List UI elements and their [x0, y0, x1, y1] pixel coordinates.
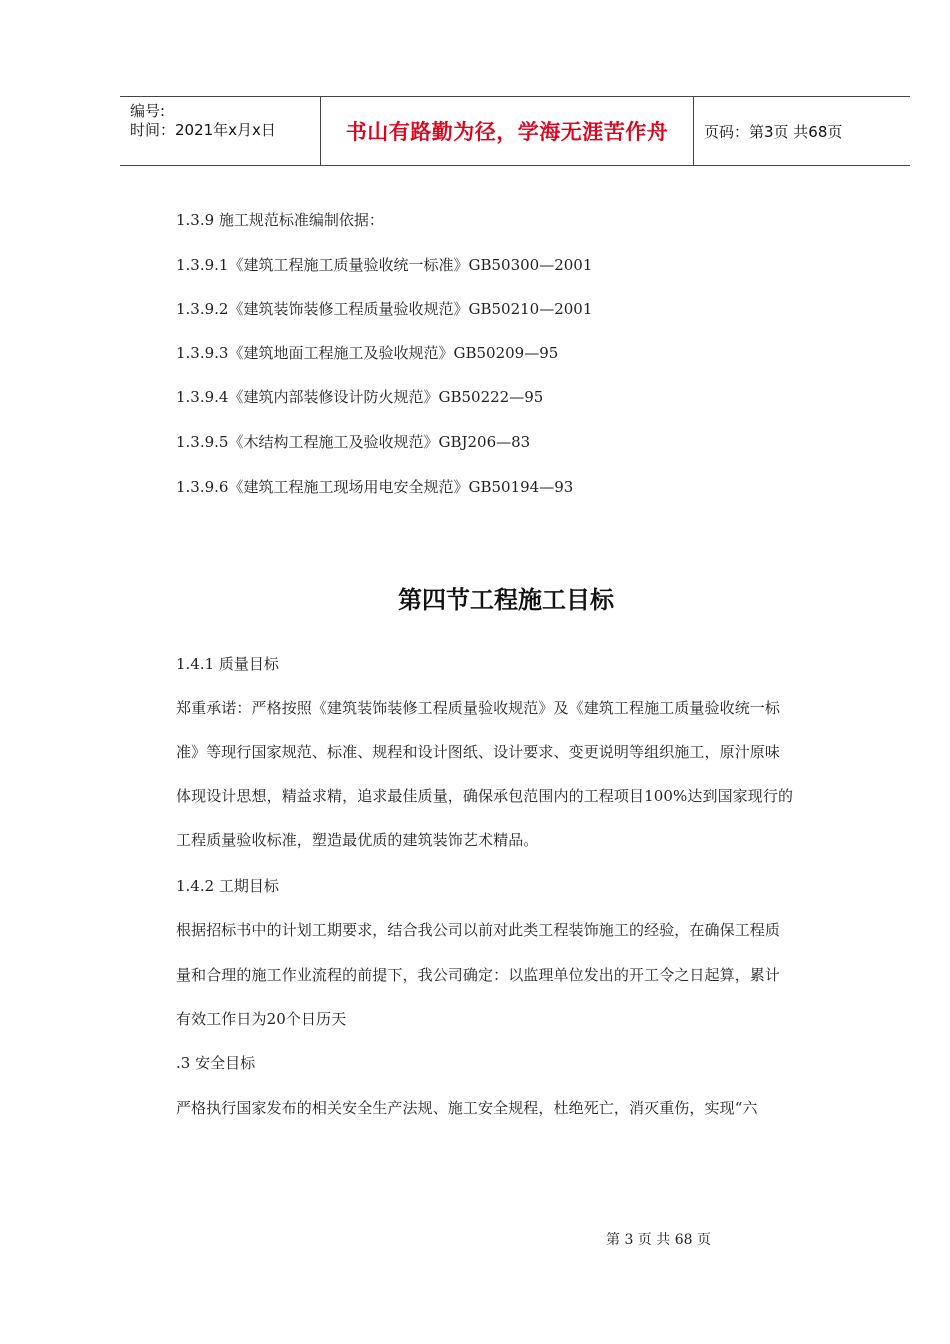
section-title: 第四节工程施工目标: [398, 586, 614, 614]
quality-paragraph-line: 体现设计思想，精益求精，追求最佳质量，确保承包范围内的工程项目100%达到国家现行的: [176, 787, 794, 805]
page-footer: 第 3 页 共 68 页: [606, 1232, 711, 1248]
schedule-paragraph-line: 根据招标书中的计划工期要求，结合我公司以前对此类工程装饰施工的经验，在确保工程质: [176, 921, 781, 939]
spec-heading: 1.3.9 施工规范标准编制依据：: [176, 211, 384, 229]
time-label: 时间：2021年x月x日: [130, 121, 276, 139]
header-motto: 书山有路勤为径，学海无涯苦作舟: [321, 97, 694, 165]
safety-heading: .3 安全目标: [176, 1054, 256, 1072]
quality-paragraph-line: 准》等现行国家规范、标准、规程和设计图纸、设计要求、变更说明等组织施工，原汁原味: [176, 743, 781, 761]
spec-item: 1.3.9.6《建筑工程施工现场用电安全规范》GB50194—93: [176, 478, 574, 496]
quality-paragraph-line: 郑重承诺：严格按照《建筑装饰装修工程质量验收规范》及《建筑工程施工质量验收统一标: [176, 699, 781, 717]
spec-item: 1.3.9.4《建筑内部装修设计防火规范》GB50222—95: [176, 388, 544, 406]
header-table: [120, 96, 910, 166]
quality-heading: 1.4.1 质量目标: [176, 655, 279, 673]
spec-item: 1.3.9.3《建筑地面工程施工及验收规范》GB50209—95: [176, 344, 559, 362]
serial-label: 编号:: [130, 102, 166, 120]
schedule-paragraph-line: 有效工作日为20个日历天: [176, 1010, 347, 1028]
header-page-label: 页码：第3页 共68页: [704, 122, 843, 141]
spec-item: 1.3.9.5《木结构工程施工及验收规范》GBJ206—83: [176, 433, 531, 451]
spec-item: 1.3.9.2《建筑装饰装修工程质量验收规范》GB50210—2001: [176, 300, 593, 318]
header-info-cell: [120, 97, 321, 165]
spec-item: 1.3.9.1《建筑工程施工质量验收统一标准》GB50300—2001: [176, 256, 593, 274]
safety-paragraph-line: 严格执行国家发布的相关安全生产法规、施工安全规程，杜绝死亡，消灭重伤，实现“六: [176, 1099, 758, 1117]
quality-paragraph-line: 工程质量验收标准，塑造最优质的建筑装饰艺术精品。: [176, 831, 539, 849]
schedule-heading: 1.4.2 工期目标: [176, 877, 279, 895]
schedule-paragraph-line: 量和合理的施工作业流程的前提下，我公司确定：以监理单位发出的开工令之日起算，累计: [176, 966, 781, 984]
